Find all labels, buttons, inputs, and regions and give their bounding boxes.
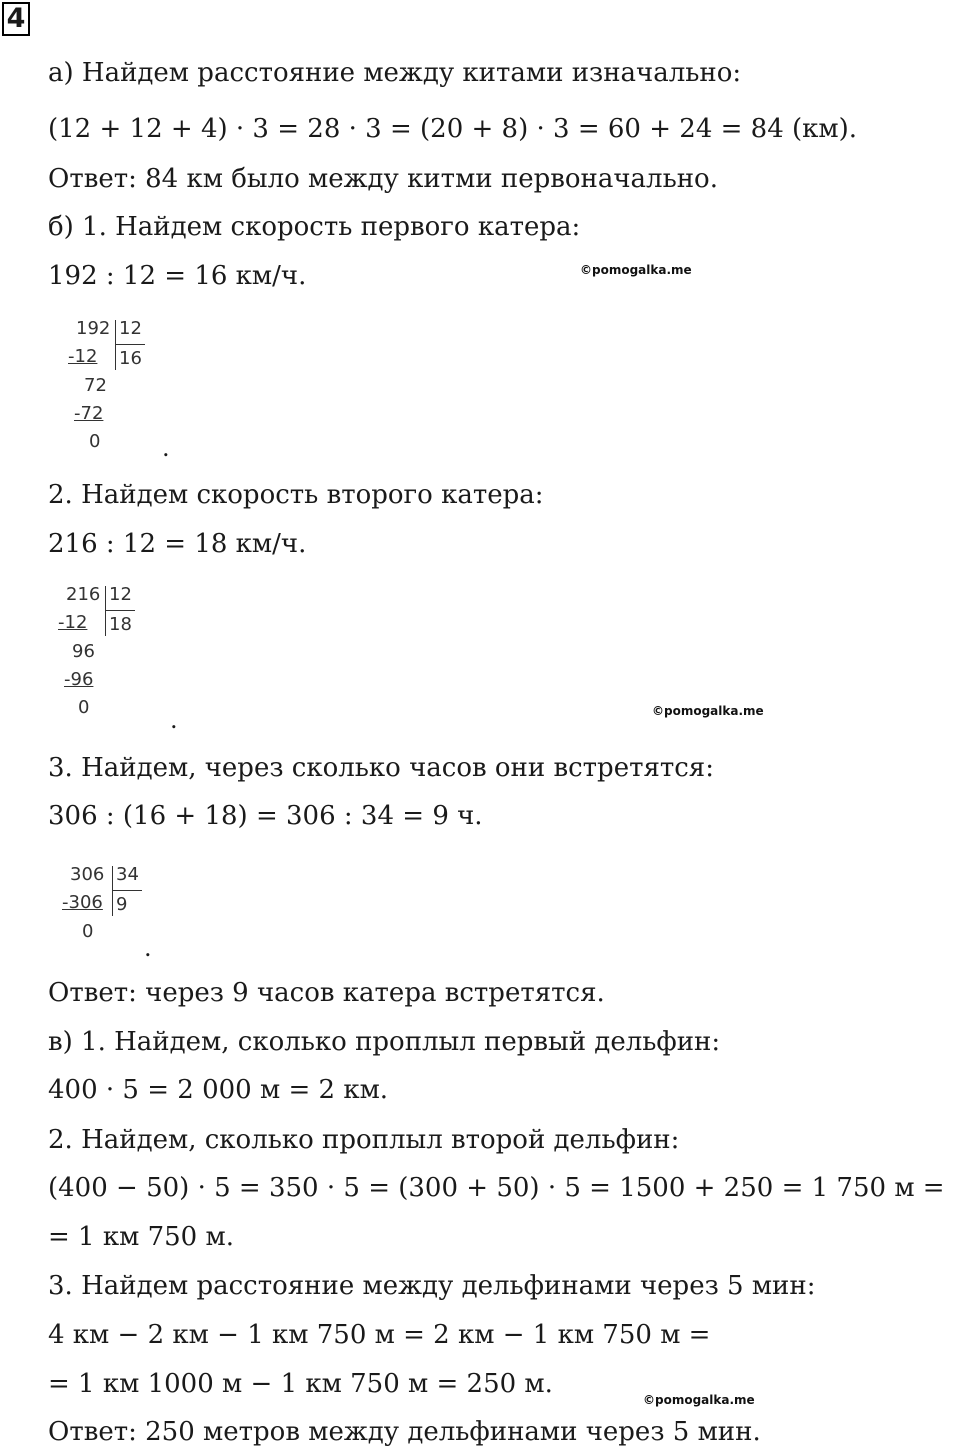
divisor-underline	[112, 890, 142, 891]
divisor: 12	[119, 318, 142, 339]
divisor: 34	[116, 864, 139, 885]
formula-line: (400 − 50) · 5 = 350 · 5 = (300 + 50) · 5 = 1500 + 250 = 1 750 м =	[48, 1173, 945, 1203]
dividend: 216	[66, 584, 101, 605]
period-mark: .	[162, 434, 170, 462]
text-line: а) Найдем расстояние между китами изначально:	[48, 58, 742, 88]
formula-line: 192 : 12 = 16 км/ч.	[48, 261, 307, 291]
long-division-2	[56, 584, 146, 724]
remainder: 96	[72, 641, 95, 662]
text-line: 2. Найдем, сколько проплыл второй дельфин:	[48, 1125, 680, 1155]
text-line: б) 1. Найдем скорость первого катера:	[48, 212, 581, 242]
text-line: в) 1. Найдем, сколько проплыл первый дельфин:	[48, 1027, 721, 1057]
formula-line: 4 км − 2 км − 1 км 750 м = 2 км − 1 км 750 м =	[48, 1320, 711, 1350]
answer-line: Ответ: 250 метров между дельфинами через 5 мин.	[48, 1417, 761, 1447]
watermark: ©pomogalka.me	[643, 1393, 755, 1407]
remainder: 0	[78, 697, 90, 718]
division-bar	[115, 320, 116, 370]
quotient: 16	[119, 348, 142, 369]
subtrahend: -96	[64, 669, 94, 690]
formula-line: = 1 км 750 м.	[48, 1222, 234, 1252]
watermark: ©pomogalka.me	[580, 263, 692, 277]
text-line: 3. Найдем, через сколько часов они встретятся:	[48, 753, 714, 783]
formula-line: 400 · 5 = 2 000 м = 2 км.	[48, 1075, 389, 1105]
subtrahend: -12	[58, 612, 88, 633]
answer-line: Ответ: через 9 часов катера встретятся.	[48, 978, 605, 1008]
formula-line: (12 + 12 + 4) · 3 = 28 · 3 = (20 + 8) · 3 = 60 + 24 = 84 (км).	[48, 114, 858, 144]
divisor-underline	[105, 610, 135, 611]
period-mark: .	[170, 706, 178, 734]
watermark: ©pomogalka.me	[652, 704, 764, 718]
formula-line: = 1 км 1000 м − 1 км 750 м = 250 м.	[48, 1369, 553, 1399]
subtrahend: -12	[68, 346, 98, 367]
division-bar	[105, 586, 106, 636]
answer-line: Ответ: 84 км было между китми первоначально.	[48, 164, 718, 194]
formula-line: 306 : (16 + 18) = 306 : 34 = 9 ч.	[48, 801, 483, 831]
subtrahend: -306	[62, 892, 103, 913]
text-line: 3. Найдем расстояние между дельфинами через 5 мин:	[48, 1271, 816, 1301]
remainder: 0	[82, 921, 94, 942]
task-number-badge: 4	[2, 2, 30, 36]
dividend: 192	[76, 318, 111, 339]
divisor: 12	[109, 584, 132, 605]
quotient: 9	[116, 894, 128, 915]
dividend: 306	[70, 864, 105, 885]
remainder: 0	[89, 431, 101, 452]
quotient: 18	[109, 614, 132, 635]
subtrahend: -72	[74, 403, 104, 424]
period-mark: .	[144, 934, 152, 962]
division-bar	[112, 866, 113, 916]
formula-line: 216 : 12 = 18 км/ч.	[48, 529, 307, 559]
divisor-underline	[115, 344, 145, 345]
text-line: 2. Найдем скорость второго катера:	[48, 480, 544, 510]
long-division-1	[64, 318, 154, 458]
remainder: 72	[84, 375, 107, 396]
